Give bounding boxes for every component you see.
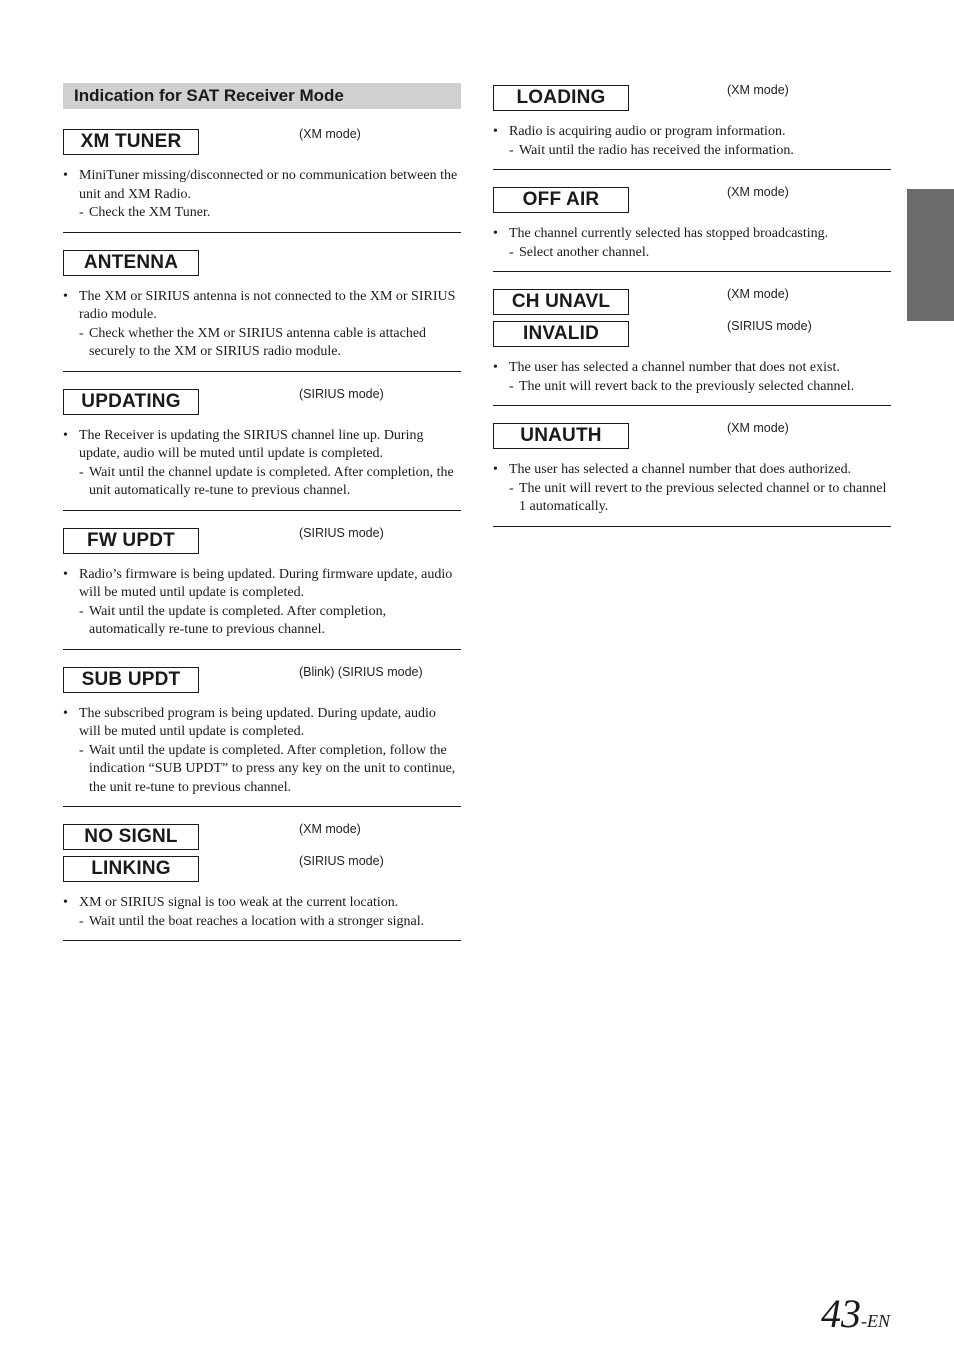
page-number-suffix: -EN <box>861 1311 890 1331</box>
display-indicator: CH UNAVL <box>493 289 629 315</box>
chapter-tab <box>907 189 954 321</box>
page-number-value: 43 <box>821 1291 861 1336</box>
indication-entry <box>493 289 891 406</box>
left-entries <box>63 129 461 941</box>
cause-text: • The subscribed program is being updated. During update, audio will be muted until update is completed. <box>63 705 461 742</box>
display-indicator: INVALID <box>493 321 629 347</box>
indication-entry <box>63 250 461 372</box>
cause-text: • The user has selected a channel number that does not exist. <box>493 359 891 378</box>
mode-note: (XM mode) <box>727 185 789 199</box>
cause-text: • Radio is acquiring audio or program information. <box>493 123 891 142</box>
display-row <box>63 856 461 882</box>
mode-note: (Blink) (SIRIUS mode) <box>299 664 423 679</box>
section-title: Indication for SAT Receiver Mode <box>63 83 461 109</box>
action-text: - Wait until the update is completed. After completion, automatically re-tune to previous channel. <box>63 603 461 640</box>
display-row <box>63 525 461 554</box>
action-text: - Check whether the XM or SIRIUS antenna cable is attached securely to the XM or SIRIUS radio module. <box>63 325 461 362</box>
indication-entry <box>493 423 891 527</box>
display-row <box>493 423 891 449</box>
display-row <box>63 824 461 850</box>
action-text: - Wait until the radio has received the information. <box>493 142 891 161</box>
page-number <box>821 1290 890 1337</box>
action-text: - Wait until the update is completed. After completion, follow the indication “SUB UPDT” to press any key on the unit to continue, the unit re-tune to previous channel. <box>63 742 461 798</box>
mode-note: (XM mode) <box>727 83 789 97</box>
display-indicator: UNAUTH <box>493 423 629 449</box>
display-indicator: XM TUNER <box>63 129 199 155</box>
indication-entry <box>63 386 461 511</box>
display-row <box>63 250 461 276</box>
display-row <box>493 289 891 315</box>
mode-note: (XM mode) <box>299 127 361 141</box>
action-text: - The unit will revert back to the previously selected channel. <box>493 378 891 397</box>
display-indicator: ANTENNA <box>63 250 199 276</box>
cause-text: • MiniTuner missing/disconnected or no communication between the unit and XM Radio. <box>63 167 461 204</box>
display-row <box>493 85 891 111</box>
action-text: - Check the XM Tuner. <box>63 204 461 223</box>
mode-note: (XM mode) <box>299 822 361 836</box>
action-text: - Wait until the channel update is completed. After completion, the unit automatically re-tune to previous channel. <box>63 464 461 501</box>
right-column <box>493 85 891 544</box>
display-row <box>493 187 891 213</box>
mode-note: (SIRIUS mode) <box>299 386 384 401</box>
display-indicator: NO SIGNL <box>63 824 199 850</box>
left-column <box>63 83 461 958</box>
cause-text: • The user has selected a channel number that does authorized. <box>493 461 891 480</box>
indication-entry <box>63 525 461 650</box>
display-indicator: OFF AIR <box>493 187 629 213</box>
display-row <box>63 664 461 693</box>
cause-text: • The XM or SIRIUS antenna is not connected to the XM or SIRIUS radio module. <box>63 288 461 325</box>
cause-text: • The channel currently selected has stopped broadcasting. <box>493 225 891 244</box>
action-text: - The unit will revert to the previous selected channel or to channel 1 automatically. <box>493 480 891 517</box>
mode-note: (SIRIUS mode) <box>299 525 384 540</box>
indication-entry <box>493 85 891 170</box>
action-text: - Select another channel. <box>493 244 891 263</box>
mode-note: (SIRIUS mode) <box>299 854 384 868</box>
right-entries <box>493 85 891 527</box>
display-indicator: LINKING <box>63 856 199 882</box>
indication-entry <box>63 664 461 808</box>
display-indicator: FW UPDT <box>63 528 199 554</box>
display-indicator: UPDATING <box>63 389 199 415</box>
indication-entry <box>63 824 461 941</box>
cause-text: • The Receiver is updating the SIRIUS channel line up. During update, audio will be muted until update is completed. <box>63 427 461 464</box>
mode-note: (XM mode) <box>727 287 789 301</box>
action-text: - Wait until the boat reaches a location with a stronger signal. <box>63 913 461 932</box>
indication-entry <box>493 187 891 272</box>
indication-entry <box>63 129 461 233</box>
display-row <box>63 386 461 415</box>
mode-note: (SIRIUS mode) <box>727 319 812 333</box>
display-indicator: SUB UPDT <box>63 667 199 693</box>
cause-text: • Radio’s firmware is being updated. During firmware update, audio will be muted until update is completed. <box>63 566 461 603</box>
display-indicator: LOADING <box>493 85 629 111</box>
display-row <box>63 129 461 155</box>
cause-text: • XM or SIRIUS signal is too weak at the current location. <box>63 894 461 913</box>
display-row <box>493 321 891 347</box>
mode-note: (XM mode) <box>727 421 789 435</box>
